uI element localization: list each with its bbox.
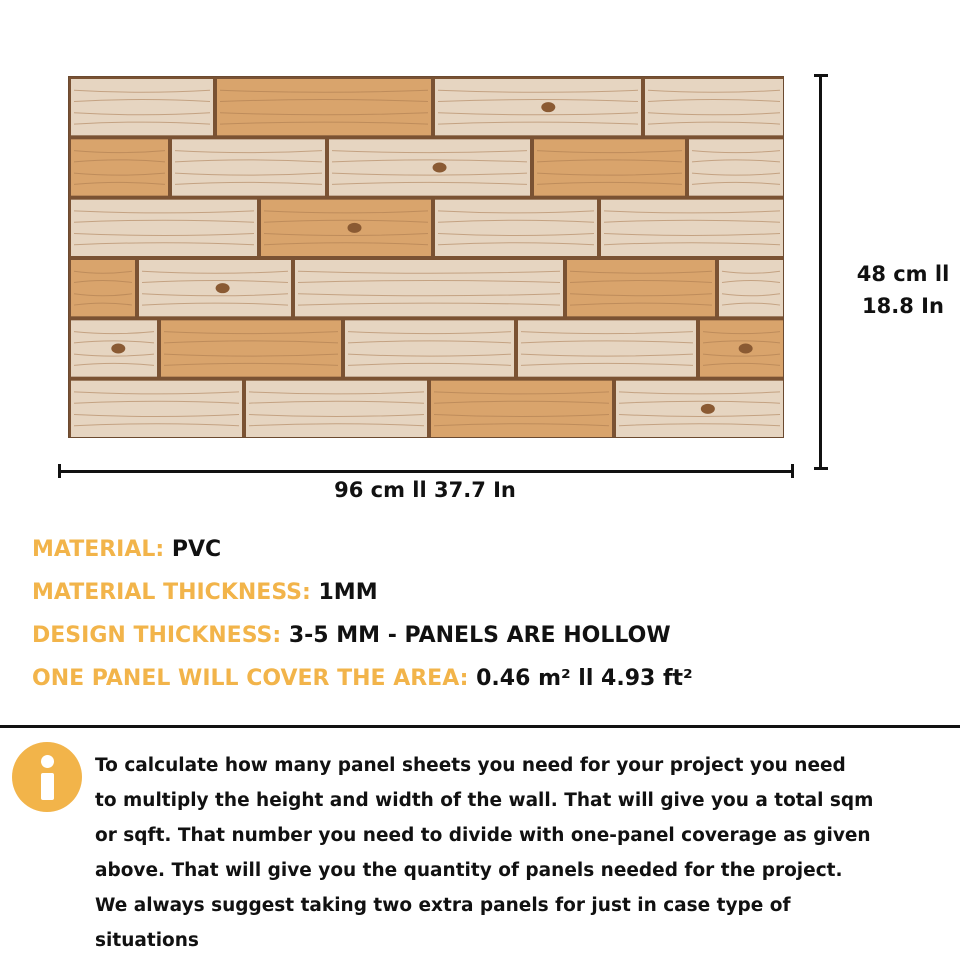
spec-design-thickness: DESIGN THICKNESS: 3-5 MM - PANELS ARE HOLLOW (32, 623, 671, 648)
info-line: to multiply the height and width of the wall. That will give you a total sqm (95, 790, 874, 811)
info-line: We always suggest taking two extra panels for just in case type of (95, 895, 791, 916)
wood-plank (601, 200, 783, 256)
info-paragraph (95, 748, 957, 958)
wood-knot (541, 102, 555, 112)
width-label: 96 cm ll 37.7 In (334, 478, 516, 502)
wood-plank (139, 260, 291, 316)
wood-plank (435, 200, 597, 256)
wood-plank (161, 320, 341, 376)
wood-knot (216, 283, 230, 293)
info-line: above. That will give you the quantity of panels needed for the project. (95, 860, 843, 881)
width-dimension-line (58, 464, 794, 478)
spec-material-thickness: MATERIAL THICKNESS: 1MM (32, 580, 378, 605)
wood-plank (217, 79, 431, 135)
wood-plank (71, 200, 257, 256)
wood-plank (567, 260, 715, 316)
wood-plank (71, 260, 135, 316)
wood-knot (111, 344, 125, 354)
info-line: situations (95, 930, 199, 951)
info-line: or sqft. That number you need to divide with one-panel coverage as given (95, 825, 871, 846)
wood-plank (345, 320, 514, 376)
wood-plank (616, 381, 783, 437)
wood-panel-image (68, 76, 784, 438)
spec-material: MATERIAL: PVC (32, 537, 222, 562)
wood-plank (719, 260, 783, 316)
wood-plank (689, 139, 783, 195)
wood-plank (261, 200, 431, 256)
wood-plank (534, 139, 685, 195)
info-icon (12, 742, 82, 812)
section-divider (0, 725, 960, 728)
wood-plank (71, 381, 242, 437)
wood-knot (701, 404, 715, 414)
wood-plank (518, 320, 696, 376)
wood-plank (431, 381, 612, 437)
wood-plank (435, 79, 641, 135)
wood-plank (295, 260, 563, 316)
wood-planks (69, 77, 785, 439)
height-label-line1: 48 cm ll (856, 262, 950, 286)
wood-plank (329, 139, 530, 195)
height-dimension-line (814, 74, 828, 470)
wood-plank (172, 139, 325, 195)
wood-plank (645, 79, 783, 135)
wood-knot (739, 344, 753, 354)
height-label (846, 258, 960, 322)
wood-plank (71, 79, 213, 135)
wood-plank (246, 381, 427, 437)
info-line: To calculate how many panel sheets you need for your project you need (95, 755, 846, 776)
wood-knot (433, 163, 447, 173)
height-label-line2: 18.8 In (862, 294, 944, 318)
wood-plank (71, 139, 168, 195)
spec-coverage-area: ONE PANEL WILL COVER THE AREA: 0.46 m² ll 4.93 ft² (32, 666, 693, 691)
wood-knot (348, 223, 362, 233)
